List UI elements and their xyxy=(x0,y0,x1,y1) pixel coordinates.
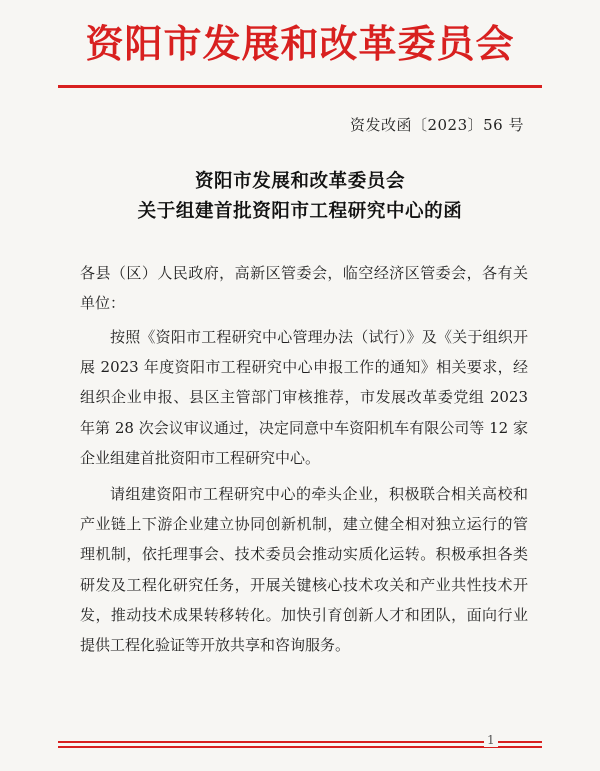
body-paragraph-2: 请组建资阳市工程研究中心的牵头企业，积极联合相关高校和产业链上下游企业建立协同创新机制，建立健全相对独立运行的管理机制，依托理事会、技术委员会推动实质化运转。积极承担各类研发及工程化研究任务，开展关键核心技术攻关和产业共性技术开发，推动技术成果转移转化。加快引育创新人才和团队，面向行业提供工程化验证等开放共享和咨询服务。 xyxy=(80,485,528,655)
document-number: 资发改函〔2023〕56 号 xyxy=(349,116,524,134)
footer-red-rule-top xyxy=(58,741,542,743)
document-title-line-2: 关于组建首批资阳市工程研究中心的函 xyxy=(137,201,463,222)
footer-red-rule-bottom xyxy=(58,746,542,748)
document-title-line-1: 资阳市发展和改革委员会 xyxy=(194,171,406,192)
salutation: 各县（区）人民政府，高新区管委会，临空经济区管委会，各有关单位： xyxy=(80,264,528,313)
masthead-red-rule xyxy=(58,85,542,88)
page-number: 1 xyxy=(484,733,498,747)
masthead-issuer: 资阳市发展和改革委员会 xyxy=(85,21,515,66)
body-paragraph-1: 按照《资阳市工程研究中心管理办法（试行）》及《关于组织开展 2023 年度资阳市工程研究中心申报工作的通知》相关要求，经组织企业申报、县区主管部门审核推荐，市发展改革委党组 2023 年第 28 次会议审议通过，决定同意中车资阳机车有限公司等 12 家企业组建首批资阳市工程研究中心。 xyxy=(80,328,528,467)
